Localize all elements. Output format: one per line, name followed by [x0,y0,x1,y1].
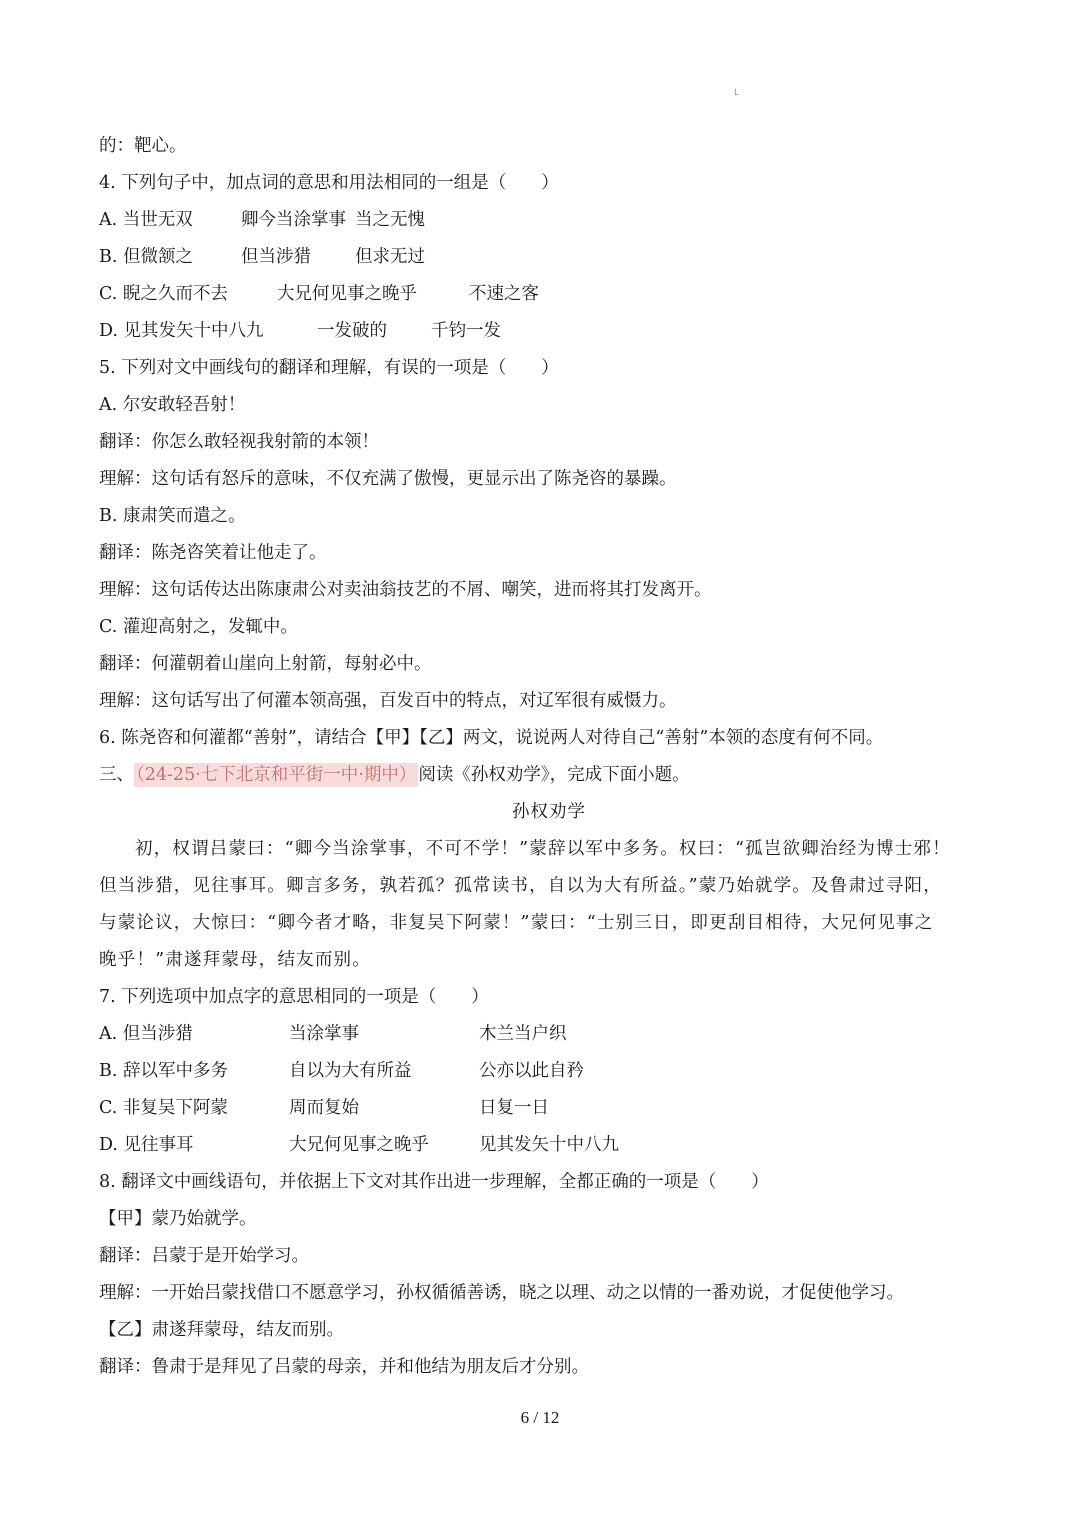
option-col: 木兰当户织 [479,1024,567,1044]
text-line: 理解：一开始吕蒙找借口不愿意学习，孙权循循善诱，晓之以理、动之以情的一番劝说，才促使他学习。 [99,1283,904,1303]
text-line: 翻译：鲁肃于是拜见了吕蒙的母亲，并和他结为朋友后才分别。 [99,1357,589,1377]
option-col: C. 睨之久而不去 [99,284,228,304]
option-col: 当之无愧 [355,210,425,230]
q7-option-d [99,1127,999,1164]
option-col: 公亦以此自矜 [479,1061,584,1081]
text-line: 【乙】肃遂拜蒙母，结友而别。 [99,1320,344,1340]
q7-option-a [99,1016,999,1053]
passage-line: 初，权谓吕蒙曰：“卿今当涂掌事，不可不学！”蒙辞以军中多务。权曰：“孤岂欲卿治经为博士邪！ [135,839,951,859]
option-col: 当涂掌事 [289,1024,359,1044]
q4-option-d [99,313,999,350]
text-line: 翻译：何灌朝着山崖向上射箭，每射必中。 [99,654,432,674]
question-5-title: 5. 下列对文中画线句的翻译和理解，有误的一项是（ ） [99,358,559,378]
passage-title: 孙权劝学 [512,802,586,822]
document-body [99,128,999,1386]
question-4-title: 4. 下列句子中，加点词的意思和用法相同的一组是（ ） [99,173,559,193]
option-col: 大兄何见事之晚乎 [277,284,417,304]
option-col: 但当涉猎 [241,247,311,267]
option-col: B. 辞以军中多务 [99,1061,228,1081]
question-8-title: 8. 翻译文中画线语句，并依据上下文对其作出进一步理解，全都正确的一项是（ ） [99,1172,769,1192]
text-line: 翻译：吕蒙于是开始学习。 [99,1246,309,1266]
option-col: 不速之客 [469,284,539,304]
text-line: A. 尔安敢轻吾射！ [99,395,246,415]
passage-line: 晚乎！”肃遂拜蒙母，结友而别。 [99,950,371,970]
option-col: 但求无过 [355,247,425,267]
option-col: A. 当世无双 [99,210,193,230]
option-col: 大兄何见事之晚乎 [289,1135,429,1155]
option-col: D. 见其发矢十中八九 [99,321,264,341]
question-7-title: 7. 下列选项中加点字的意思相同的一项是（ ） [99,987,489,1007]
passage-line: 与蒙论议，大惊曰：“卿今者才略，非复吴下阿蒙！”蒙曰：“士别三日，即更刮目相待，大兄何见事之 [99,913,934,933]
q4-option-b [99,239,999,276]
text-line: 理解：这句话写出了何灌本领高强，百发百中的特点，对辽军很有威慑力。 [99,691,677,711]
question-6-title: 6. 陈尧咨和何灌都“善射”，请结合【甲】【乙】两文，说说两人对待自己“善射”本领的态度有何不同。 [99,728,884,748]
section-prefix: 三、 [99,765,134,785]
section-instruction: 阅读《孙权劝学》，完成下面小题。 [418,765,690,785]
option-col: 自以为大有所益 [289,1061,412,1081]
source-tag: （24-25·七下北京和平街一中·期中） [136,765,417,785]
text-line: 理解：这句话传达出陈康肃公对卖油翁技艺的不屑、嘲笑，进而将其打发离开。 [99,580,712,600]
option-col: C. 非复吴下阿蒙 [99,1098,228,1118]
option-col: 见其发矢十中八九 [479,1135,619,1155]
text-line: 【甲】蒙乃始就学。 [99,1209,257,1229]
text-line: 翻译：陈尧咨笑着让他走了。 [99,543,327,563]
page-number: 6 / 12 [520,1408,560,1427]
text-line: 翻译：你怎么敢轻视我射箭的本领！ [99,432,379,452]
corner-mark: L [734,88,740,98]
option-col: 一发破的 [317,321,387,341]
text-line: B. 康肃笑而遣之。 [99,506,246,526]
text-line: C. 灌迎高射之，发辄中。 [99,617,298,637]
option-col: A. 但当涉猎 [99,1024,193,1044]
option-col: D. 见往事耳 [99,1135,194,1155]
option-col: 周而复始 [289,1098,359,1118]
q7-option-c [99,1090,999,1127]
option-col: 卿今当涂掌事 [241,210,346,230]
option-col: 千钧一发 [431,321,501,341]
option-col: 日复一日 [479,1098,549,1118]
section-3-heading [99,757,999,794]
passage-text [99,831,999,979]
q7-option-b [99,1053,999,1090]
passage-line: 但当涉猎，见往事耳。卿言多务，孰若孤？孤常读书，自以为大有所益。”蒙乃始就学。及鲁肃过寻阳， [99,876,942,896]
q4-option-c [99,276,999,313]
option-col: B. 但微颔之 [99,247,193,267]
text-line: 的：靶心。 [99,136,187,156]
text-line: 理解：这句话有怒斥的意味，不仅充满了傲慢，更显示出了陈尧咨的暴躁。 [99,469,677,489]
q4-option-a [99,202,999,239]
